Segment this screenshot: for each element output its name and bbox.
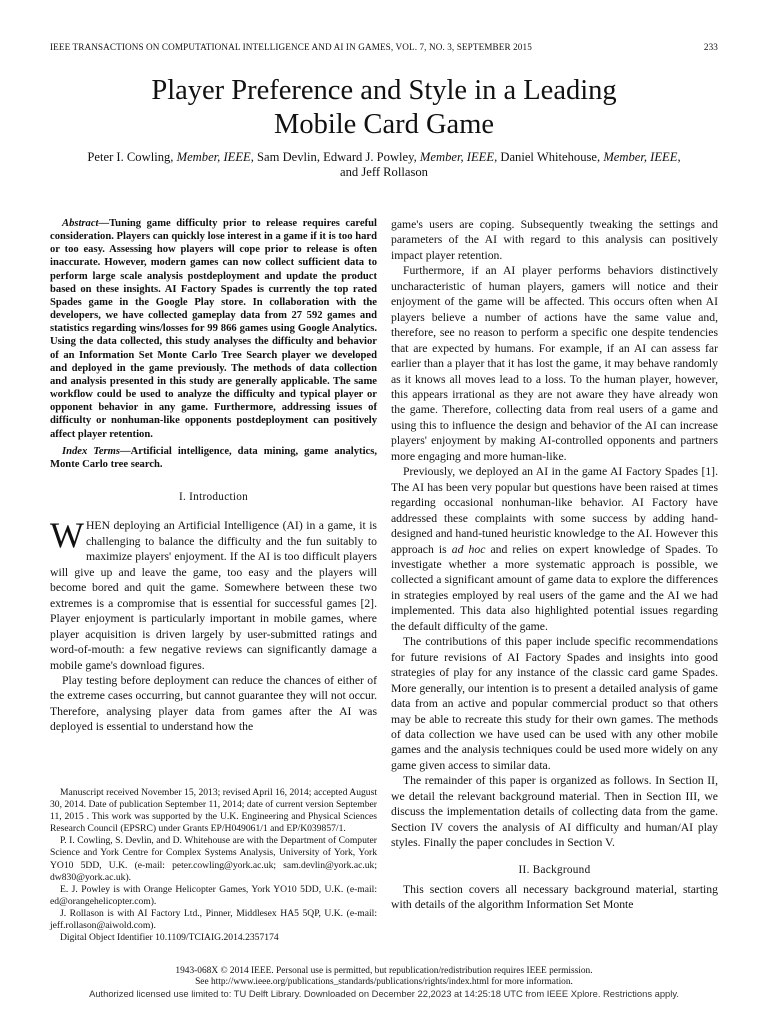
right-column [391,217,718,913]
author-1: Peter I. Cowling, [87,150,177,164]
download-watermark: Authorized licensed use limited to: TU Delft Library. Downloaded on December 22,2023 at 14:25:18 UTC from IEEE Xplore. Restrictions apply. [89,988,679,999]
right-paragraph-4: The contributions of this paper include specific recommendations for future revisions of AI Factory Spades and insights into good strategies of play for any instance of the classic card game Spades. More generally, our intention is to present a detailed analysis of game data from an active and popular commercial product so that others may be able to recreate this study for their own games. The methods of data collection we have used can be used with any other mobile games and the analysis techniques could be used more widely on any game given access to similar data. [391,635,718,772]
author-list: Peter I. Cowling, Member, IEEE, Sam Devlin, Edward J. Powley, Member, IEEE, Daniel Whitehouse, Member, IEEE, and Jeff Rollason [40,150,728,180]
paper-title [0,74,768,142]
drop-cap: W [50,515,84,556]
intro-paragraph-1: WHEN deploying an Artificial Intelligence (AI) in a game, it is challenging to balance the difficulty and the fun suitably to maximize players' enjoyment. If the AI is too difficult players will give up and leave the game, too easy and the players will become bored and quit the game. Somewhere between these two extremes is a compromise that is essential for successful games [2]. Player enjoyment is particularly important in mobile games, where player acquisition is driven largely by user-submitted ratings and word-of-mouth: a few negative reviews can significantly damage a mobile game's download figures. [50,515,377,672]
right-paragraph-6: This section covers all necessary background material, starting with details of the algorithm Information Set Monte [391,883,718,912]
rights-link-line: See http://www.ieee.org/publications_standards/publications/rights/index.html for more information. [195,977,573,987]
intro-paragraph-2: Play testing before deployment can reduce the chances of either of the extreme cases occurring, but cannot guarantee they will not occur. Therefore, analysing player data from games after the AI was deployed is essential to understand how the [50,673,377,734]
footnote-affiliation-2: E. J. Powley is with Orange Helicopter Games, York YO10 5DD, U.K. (e-mail: ed@orangehelicopter.com). [50,883,377,907]
index-terms [50,445,377,471]
author-2-3: , Sam Devlin, Edward J. Powley, [250,150,420,164]
footnote-manuscript: Manuscript received November 15, 2013; revised April 16, 2014; accepted August 30, 2014. Date of publication September 11, 2014; date of current version September 11, 2015 . This work was supported by the U.K. Engineering and Physical Sciences Research Council (EPSRC) under Grants EP/H049061/1 and EP/K039857/1. [50,787,377,835]
author-3-role: Member, IEEE [419,150,495,164]
index-terms-text: —Artificial intelligence, data mining, game analytics, Monte Carlo tree search. [50,445,377,470]
page-number: 233 [703,42,718,52]
title-line-2: Mobile Card Game [273,109,495,140]
section-2-heading: II. Background [518,863,591,876]
right-paragraph-5: The remainder of this paper is organized as follows. In Section II, we detail the relevant background material. Then in Section III, we discuss the implementation details of collecting data from the game. Section IV covers the analysis of AI difficulty and human/AI play styles. Finally the paper concludes in Section V. [391,774,718,850]
copyright-notice [0,966,768,988]
right-paragraph-3: Previously, we deployed an AI in the game AI Factory Spades [1]. The AI has been very popular but questions have been raised at times regarding occasional nonhuman-like behavior. AI Factory have addressed these complaints with some success by adding hand-designed and hand-tuned heuristic knowledge to the AI. However this approach is ad hoc and relies on expert knowledge of Spades. To investigate whether a more systematic approach is possible, we collected a significant amount of game data to explore the differences in strategies employed by real users of the game and the AI we had implemented. This data also highlighted potential issues regarding the default difficulty of the game. [391,465,719,633]
left-column [50,217,377,735]
copyright-line: 1943-068X © 2014 IEEE. Personal use is permitted, but republication/redistribution requires IEEE permission. [175,966,593,976]
footnotes [50,787,377,944]
author-4: , Daniel Whitehouse, [494,150,604,164]
running-header [50,42,718,52]
footnote-doi: Digital Object Identifier 10.1109/TCIAIG.2014.2357174 [60,932,279,944]
author-5: and Jeff Rollason [340,165,428,179]
abstract-label: Abstract [62,218,99,229]
footnote-affiliation-3: J. Rollason is with AI Factory Ltd., Pinner, Middlesex HA5 5QP, U.K. (e-mail: jeff.rollason@aiwold.com). [50,907,377,932]
abstract-text: —Tuning game difficulty prior to release requires careful consideration. Players can quickly lose interest in a game if it is too hard or too easy. Assessing how players will cope prior to release is often inaccurate. However, modern games can now collect sufficient data to perform large scale analysis postdeployment and update the product based on these insights. AI Factory Spades is currently the top rated Spades game in the Google Play store. In collaboration with the developers, we have collected gameplay data from 27 592 games and statistics regarding wins/losses for 99 866 games using Google Analytics. Using the data collected, this study analyses the difficulty and behavior of an Information Set Monte Carlo Tree Search player we developed and deployed in the game previously. The methods of data collection and analysis presented in this study are generally applicable. The same workflow could be used to analyze the difficulty and typical player or opponent behavior in any game. Furthermore, addressing issues of difficulty or nonhuman-like opponents postdeployment can positively affect player retention. [50,218,377,440]
title-line-1: Player Preference and Style in a Leading [151,75,617,106]
journal-name: IEEE TRANSACTIONS ON COMPUTATIONAL INTELLIGENCE AND AI IN GAMES, VOL. 7, NO. 3, SEPTEMBER 2015 [50,42,532,52]
author-1-role: Member, IEEE [176,150,251,164]
index-terms-label: Index Terms [62,445,121,457]
right-paragraph-2: Furthermore, if an AI player performs behaviors distinctively uncharacteristic of human players, gamers will notice and their enjoyment of the game will be affected. This occurs often when AI players believe a number of actions have the same value and, therefore, see no reason to perform a specific one despite tendencies that are expected by humans. For example, if an AI can assess far earlier than a player that it has lost the game, it may behave randomly as it knows all moves lead to a loss. To the human player, however, this appears irrational as they are not aware they have already won the game. Therefore, collecting data from real users of a game and using this to influence the design and behavior of the AI can increase players' enjoyment by making AI-controlled opponents and partners more engaging and more human-like. [391,264,718,463]
ad-hoc-italic: ad hoc [451,542,486,556]
footnote-affiliation-1: P. I. Cowling, S. Devlin, and D. Whitehouse are with the Department of Computer Science and York Centre for Complex Systems Analysis, University of York, York YO10 5DD, U.K. (e-mail: peter.cowling@york.ac.uk; sam.devlin@york.ac.uk; dw830@york.ac.uk). [50,835,377,883]
author-4-role: Member, IEEE [603,150,678,164]
abstract [50,217,377,441]
right-paragraph-1: game's users are coping. Subsequently tweaking the settings and parameters of the AI with regard to this analysis can positively impact player retention. [391,218,718,262]
section-1-heading: I. Introduction [178,490,249,503]
